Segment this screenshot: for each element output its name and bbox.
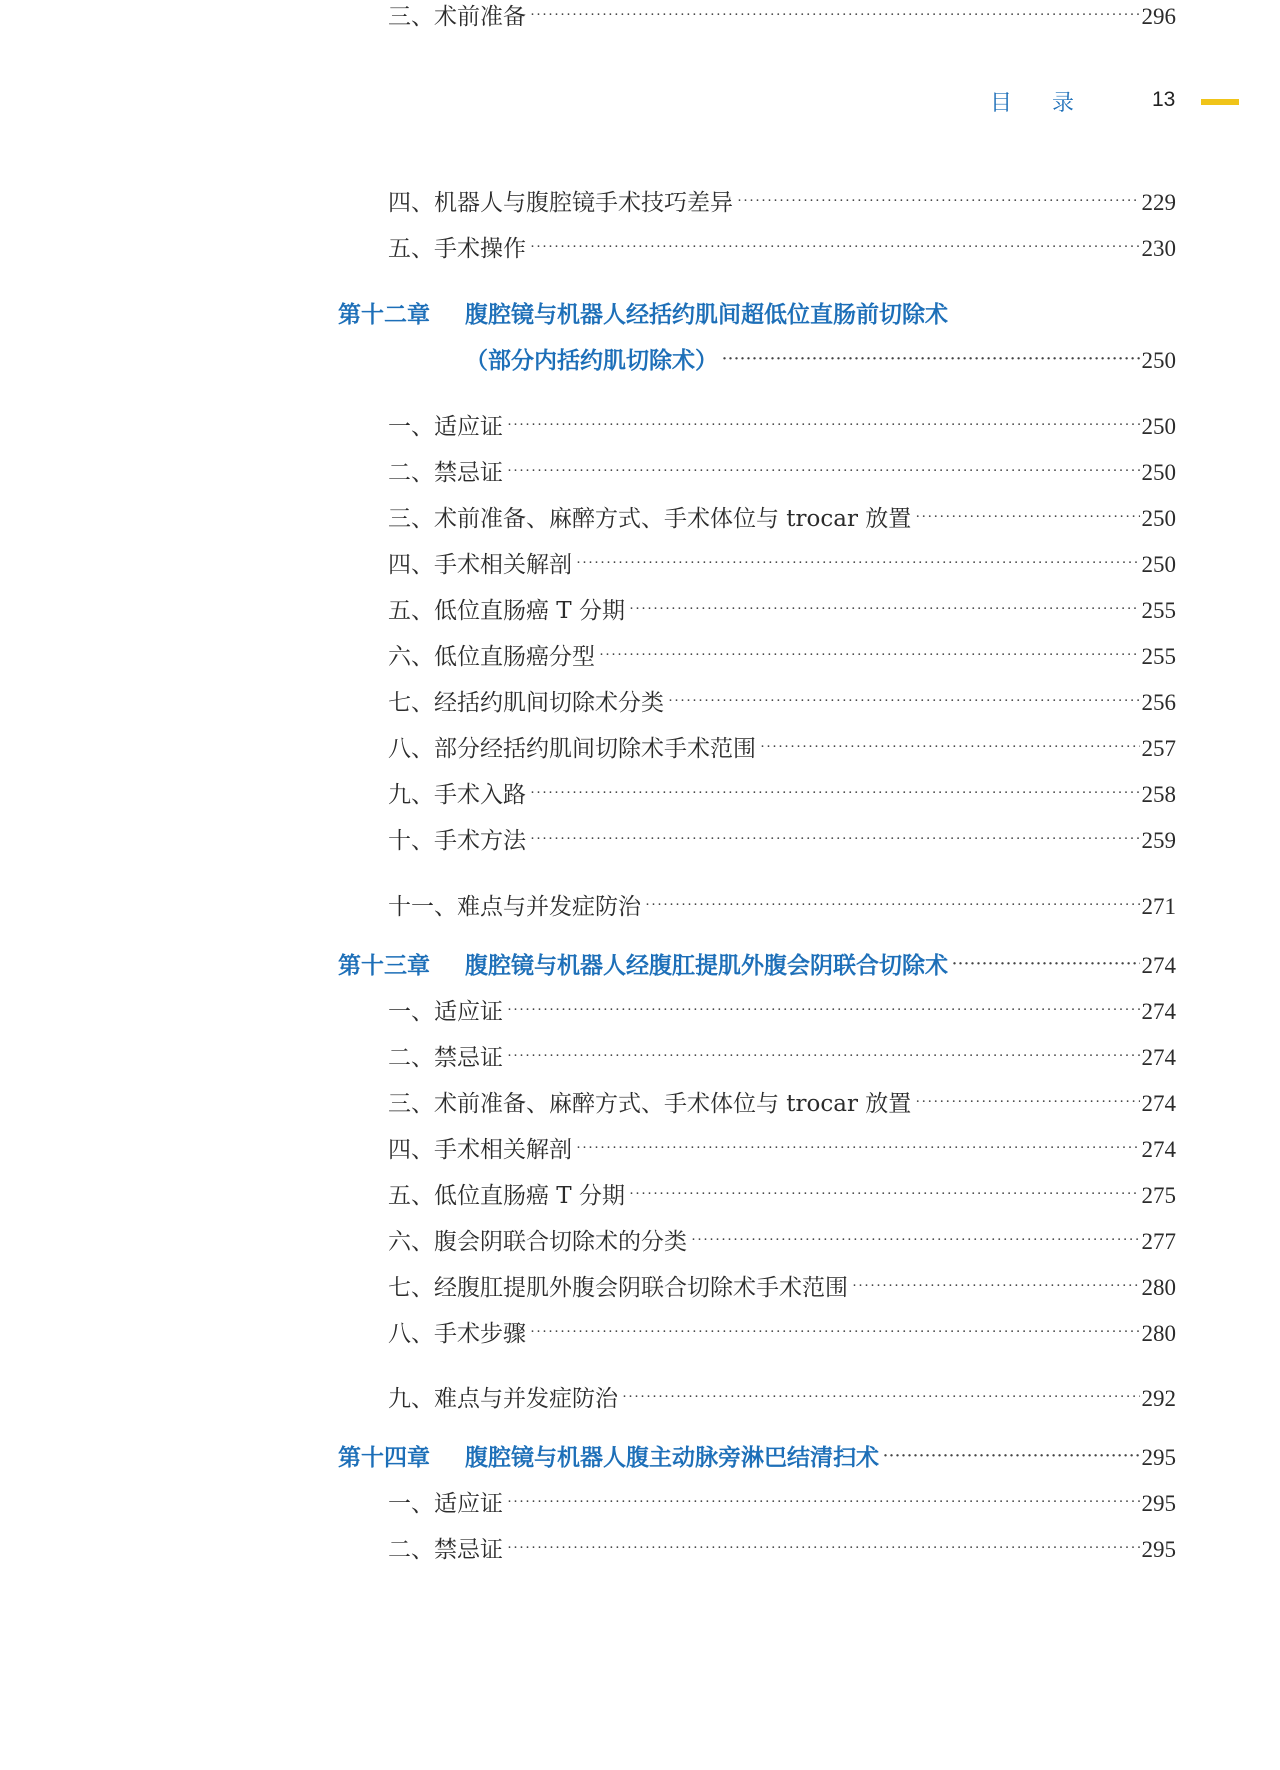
toc-item-label: 五、低位直肠癌 T 分期 [388, 598, 625, 624]
dot-leader [530, 0, 1140, 32]
toc-item[interactable] [388, 1487, 1176, 1521]
toc-item[interactable] [388, 1133, 1176, 1167]
toc-item-label: 七、经括约肌间切除术分类 [388, 690, 664, 716]
toc-item-label: 三、术前准备 [388, 4, 526, 30]
toc-item-page: 274 [1141, 999, 1176, 1024]
toc-item-page: 230 [1141, 236, 1176, 261]
toc-item-page: 274 [1141, 1045, 1176, 1070]
toc-item-page: 275 [1141, 1183, 1176, 1208]
toc-item-label: 四、手术相关解剖 [388, 552, 572, 578]
toc-item-page: 296 [1141, 4, 1176, 29]
toc-item-label: 七、经腹肛提肌外腹会阴联合切除术手术范围 [388, 1275, 848, 1301]
toc-item[interactable] [388, 995, 1176, 1029]
dot-leader [883, 1439, 1140, 1473]
toc-item[interactable] [388, 410, 1176, 444]
toc-item-page: 280 [1141, 1321, 1176, 1346]
toc-item-label: 一、适应证 [388, 999, 503, 1025]
toc-item[interactable] [388, 1317, 1176, 1351]
toc-item-label: 二、禁忌证 [388, 1537, 503, 1563]
dot-leader [629, 1177, 1140, 1211]
dot-leader [915, 500, 1139, 534]
toc-item-page: 250 [1141, 460, 1176, 485]
dot-leader [952, 947, 1140, 981]
dot-leader [599, 638, 1140, 672]
chapter-title-line2: （部分内括约肌切除术） [465, 348, 718, 374]
dot-leader [507, 408, 1140, 442]
running-header [0, 86, 1280, 126]
toc-chapter-heading[interactable] [338, 298, 948, 332]
header-title: 目录 [990, 91, 1115, 116]
dot-leader [576, 546, 1140, 580]
chapter-title: 腹腔镜与机器人经括约肌间超低位直肠前切除术 [465, 302, 948, 328]
chapter-title: 腹腔镜与机器人经腹肛提肌外腹会阴联合切除术 [465, 953, 948, 979]
toc-item[interactable] [388, 1271, 1176, 1305]
toc-item[interactable] [388, 1225, 1176, 1259]
chapter-number: 第十四章 [338, 1445, 430, 1471]
toc-item-label: 十一、难点与并发症防治 [388, 894, 641, 920]
toc-chapter-heading[interactable] [338, 949, 1176, 983]
dot-leader [691, 1223, 1140, 1257]
chapter-number: 第十二章 [338, 302, 430, 328]
toc-chapter-heading[interactable] [338, 1441, 1176, 1475]
toc-item[interactable] [388, 232, 1176, 266]
dot-leader [645, 888, 1140, 922]
dot-leader [530, 1315, 1140, 1349]
toc-item[interactable] [388, 1041, 1176, 1075]
dot-leader [576, 1131, 1140, 1165]
dot-leader [530, 230, 1140, 264]
toc-item[interactable] [388, 548, 1176, 582]
toc-item-page: 295 [1141, 1537, 1176, 1562]
toc-item-page: 255 [1141, 598, 1176, 623]
toc-item-page: 274 [1141, 1091, 1176, 1116]
toc-item[interactable] [388, 778, 1176, 812]
toc-item-label: 八、部分经括约肌间切除术手术范围 [388, 736, 756, 762]
dot-leader [722, 342, 1140, 376]
dot-leader [507, 1039, 1140, 1073]
toc-item[interactable] [388, 186, 1176, 220]
toc-chapter-heading-continued[interactable] [465, 344, 1176, 378]
toc-item-label: 九、手术入路 [388, 782, 526, 808]
toc-item-page: 295 [1141, 1491, 1176, 1516]
toc-item[interactable] [388, 1533, 1176, 1567]
dot-leader [622, 1380, 1140, 1414]
page-number: 13 [1152, 88, 1176, 111]
dot-leader [507, 1531, 1140, 1565]
toc-item-page: 256 [1141, 690, 1176, 715]
toc-item[interactable] [388, 594, 1176, 628]
toc-item[interactable] [388, 502, 1176, 536]
toc-item-page: 274 [1141, 1137, 1176, 1162]
toc-item-label: 六、腹会阴联合切除术的分类 [388, 1229, 687, 1255]
toc-item-page: 292 [1141, 1386, 1176, 1411]
header-accent-bar [1201, 99, 1239, 105]
chapter-title: 腹腔镜与机器人腹主动脉旁淋巴结清扫术 [465, 1445, 879, 1471]
toc-item[interactable] [388, 890, 1176, 924]
dot-leader [507, 1485, 1140, 1519]
toc-item-page: 259 [1141, 828, 1176, 853]
dot-leader [737, 184, 1140, 218]
dot-leader [530, 776, 1140, 810]
dot-leader [629, 592, 1140, 626]
toc-item-label: 二、禁忌证 [388, 460, 503, 486]
toc-item-label: 十、手术方法 [388, 828, 526, 854]
toc-item-page: 271 [1141, 894, 1176, 919]
toc-item-label: 三、术前准备、麻醉方式、手术体位与 trocar 放置 [388, 506, 912, 532]
dot-leader [507, 454, 1140, 488]
toc-item-label: 一、适应证 [388, 1491, 503, 1517]
toc-item-page: 250 [1141, 552, 1176, 577]
toc-item-label: 五、手术操作 [388, 236, 526, 262]
toc-item[interactable] [388, 1382, 1176, 1416]
toc-item[interactable] [388, 686, 1176, 720]
toc-item-page: 277 [1141, 1229, 1176, 1254]
toc-item-page: 258 [1141, 782, 1176, 807]
chapter-number: 第十三章 [338, 953, 430, 979]
toc-item[interactable] [388, 732, 1176, 766]
dot-leader [852, 1269, 1140, 1303]
toc-item-page: 250 [1141, 506, 1176, 531]
toc-item[interactable] [388, 1179, 1176, 1213]
dot-leader [915, 1085, 1139, 1119]
toc-item[interactable] [388, 0, 1176, 34]
toc-item-label: 六、低位直肠癌分型 [388, 644, 595, 670]
toc-item-label: 五、低位直肠癌 T 分期 [388, 1183, 625, 1209]
toc-item[interactable] [388, 824, 1176, 858]
toc-item-page: 280 [1141, 1275, 1176, 1300]
toc-item-label: 二、禁忌证 [388, 1045, 503, 1071]
toc-item-page: 250 [1141, 414, 1176, 439]
dot-leader [668, 684, 1140, 718]
toc-item[interactable] [388, 456, 1176, 490]
toc-item-label: 四、机器人与腹腔镜手术技巧差异 [388, 190, 733, 216]
toc-item[interactable] [388, 640, 1176, 674]
toc-item-page: 255 [1141, 644, 1176, 669]
toc-item-label: 三、术前准备、麻醉方式、手术体位与 trocar 放置 [388, 1091, 912, 1117]
dot-leader [530, 822, 1140, 856]
toc-item-page: 229 [1141, 190, 1176, 215]
chapter-page: 250 [1141, 348, 1176, 373]
chapter-page: 295 [1141, 1445, 1176, 1470]
dot-leader [760, 730, 1140, 764]
chapter-page: 274 [1141, 953, 1176, 978]
dot-leader [507, 993, 1140, 1027]
toc-item[interactable] [388, 1087, 1176, 1121]
toc-item-label: 一、适应证 [388, 414, 503, 440]
toc-item-page: 257 [1141, 736, 1176, 761]
toc-item-label: 九、难点与并发症防治 [388, 1386, 618, 1412]
toc-item-label: 四、手术相关解剖 [388, 1137, 572, 1163]
toc-item-label: 八、手术步骤 [388, 1321, 526, 1347]
